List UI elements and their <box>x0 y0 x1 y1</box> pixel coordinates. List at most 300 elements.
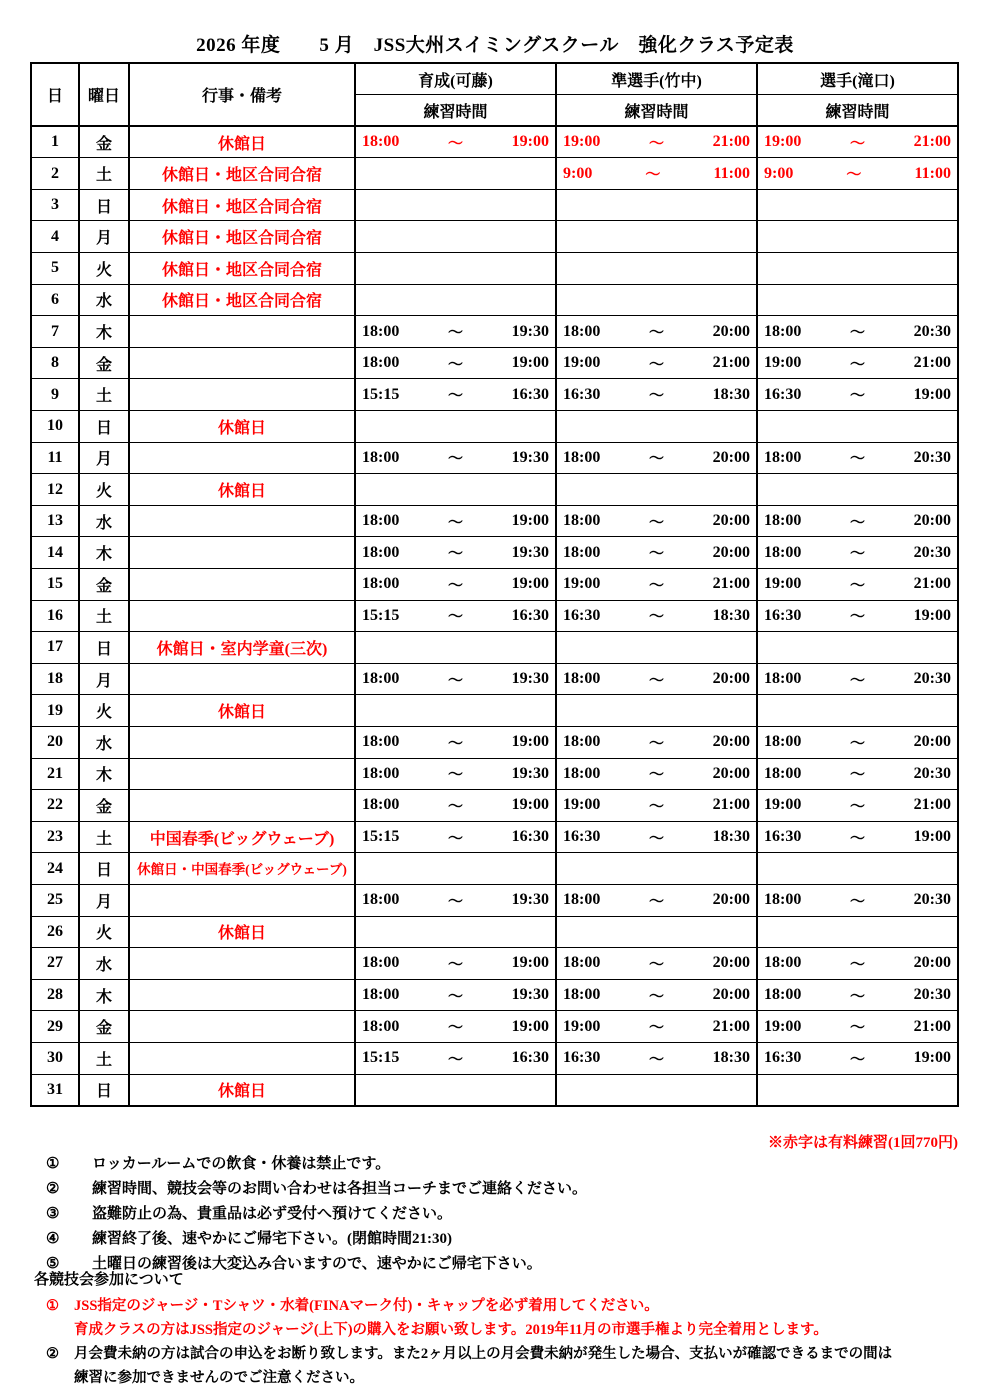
note-item <box>46 1177 946 1202</box>
time-range <box>356 511 555 532</box>
cell-weekday: 日 <box>79 632 129 664</box>
cell-practice-time-ikusei <box>355 474 556 506</box>
cell-event-note <box>129 569 355 601</box>
time-end: 20:30 <box>913 322 951 340</box>
note-number: ⑤ <box>46 1256 60 1272</box>
cell-day: 25 <box>31 884 79 916</box>
time-range <box>758 669 957 690</box>
table-row <box>31 790 958 822</box>
time-start: 18:00 <box>764 954 802 972</box>
cell-practice-time-senshu <box>757 663 958 695</box>
event-label: 中国春季(ビッグウェーブ) <box>149 830 335 848</box>
time-separator-icon: ～ <box>648 451 664 468</box>
cell-event-note <box>129 695 355 727</box>
time-range <box>356 574 555 595</box>
time-end: 21:00 <box>913 354 951 372</box>
cell-practice-time-ikusei <box>355 948 556 980</box>
table-row <box>31 253 958 285</box>
table-row <box>31 379 958 411</box>
time-start: 18:00 <box>764 891 802 909</box>
time-end: 20:00 <box>712 670 750 688</box>
time-range <box>758 953 957 974</box>
time-separator-icon: ～ <box>447 767 463 784</box>
cell-day: 26 <box>31 916 79 948</box>
time-range <box>356 732 555 753</box>
cell-practice-time-senshu <box>757 821 958 853</box>
cell-day: 5 <box>31 253 79 285</box>
time-start: 18:00 <box>764 322 802 340</box>
cell-practice-time-junsenshu <box>556 663 757 695</box>
cell-practice-time-ikusei <box>355 979 556 1011</box>
note-item <box>46 1227 946 1252</box>
time-start: 18:00 <box>362 575 400 593</box>
cell-weekday: 木 <box>79 537 129 569</box>
time-range <box>758 353 957 374</box>
cell-weekday: 日 <box>79 853 129 885</box>
time-end: 20:00 <box>712 322 750 340</box>
cell-weekday: 土 <box>79 379 129 411</box>
table-body <box>31 126 958 1105</box>
cell-practice-time-senshu <box>757 126 958 158</box>
cell-practice-time-junsenshu <box>556 411 757 443</box>
cell-event-note <box>129 821 355 853</box>
cell-weekday: 火 <box>79 695 129 727</box>
cell-practice-time-junsenshu <box>556 221 757 253</box>
event-label: 休館日 <box>217 1083 266 1101</box>
time-end: 19:30 <box>511 448 549 466</box>
cell-day: 10 <box>31 411 79 443</box>
time-start: 18:00 <box>764 512 802 530</box>
time-separator-icon: ～ <box>849 135 865 152</box>
time-range <box>758 574 957 595</box>
time-start: 18:00 <box>362 670 400 688</box>
cell-day: 30 <box>31 1042 79 1074</box>
time-separator-icon: ～ <box>849 956 865 973</box>
time-start: 18:00 <box>764 543 802 561</box>
time-start: 18:00 <box>563 733 601 751</box>
cell-practice-time-junsenshu <box>556 726 757 758</box>
table-row <box>31 411 958 443</box>
cell-day: 6 <box>31 284 79 316</box>
time-separator-icon: ～ <box>447 546 463 563</box>
cell-practice-time-junsenshu <box>556 126 757 158</box>
cell-weekday: 水 <box>79 726 129 758</box>
table-row <box>31 158 958 190</box>
time-separator-icon: ～ <box>849 514 865 531</box>
time-start: 19:00 <box>764 796 802 814</box>
time-range <box>356 1048 555 1069</box>
time-start: 18:00 <box>563 448 601 466</box>
time-start: 15:15 <box>362 385 400 403</box>
time-range <box>557 353 756 374</box>
cell-practice-time-ikusei <box>355 695 556 727</box>
competition-note-item <box>34 1294 964 1342</box>
cell-event-note <box>129 284 355 316</box>
time-end: 20:00 <box>913 512 951 530</box>
time-range <box>557 985 756 1006</box>
time-separator-icon: ～ <box>849 356 865 373</box>
time-end: 21:00 <box>712 133 750 151</box>
cell-practice-time-senshu <box>757 505 958 537</box>
time-end: 21:00 <box>913 575 951 593</box>
cell-practice-time-junsenshu <box>556 884 757 916</box>
time-separator-icon: ～ <box>648 988 664 1005</box>
table-row <box>31 126 958 158</box>
time-range <box>356 985 555 1006</box>
cell-practice-time-senshu <box>757 600 958 632</box>
cell-practice-time-senshu <box>757 1042 958 1074</box>
table-row <box>31 569 958 601</box>
table-row <box>31 1042 958 1074</box>
cell-practice-time-senshu <box>757 221 958 253</box>
cell-practice-time-senshu <box>757 442 958 474</box>
time-range <box>356 763 555 784</box>
time-range <box>557 132 756 153</box>
time-start: 18:00 <box>764 670 802 688</box>
table-row <box>31 853 958 885</box>
cell-day: 20 <box>31 726 79 758</box>
time-end: 18:30 <box>712 1049 750 1067</box>
event-label: 休館日・地区合同合宿 <box>161 230 322 248</box>
time-start: 18:00 <box>362 354 400 372</box>
competition-note-number: ① <box>46 1298 59 1314</box>
time-start: 18:00 <box>563 986 601 1004</box>
cell-practice-time-junsenshu <box>556 158 757 190</box>
cell-weekday: 土 <box>79 600 129 632</box>
cell-practice-time-junsenshu <box>556 758 757 790</box>
time-start: 15:15 <box>362 828 400 846</box>
time-range <box>758 763 957 784</box>
cell-weekday: 火 <box>79 253 129 285</box>
header-row-primary <box>31 63 958 95</box>
time-start: 18:00 <box>563 670 601 688</box>
time-end: 20:30 <box>913 986 951 1004</box>
time-range <box>356 605 555 626</box>
schedule-table-container <box>30 62 958 1107</box>
time-separator-icon: ～ <box>849 1020 865 1037</box>
cell-event-note <box>129 790 355 822</box>
cell-practice-time-junsenshu <box>556 474 757 506</box>
time-range <box>758 605 957 626</box>
cell-day: 13 <box>31 505 79 537</box>
cell-practice-time-junsenshu <box>556 505 757 537</box>
time-range <box>758 732 957 753</box>
cell-practice-time-ikusei <box>355 221 556 253</box>
time-separator-icon: ～ <box>846 167 862 184</box>
time-separator-icon: ～ <box>447 672 463 689</box>
cell-day: 19 <box>31 695 79 727</box>
time-separator-icon: ～ <box>447 577 463 594</box>
time-separator-icon: ～ <box>447 609 463 626</box>
time-end: 20:00 <box>712 733 750 751</box>
cell-day: 8 <box>31 347 79 379</box>
time-range <box>557 1016 756 1037</box>
competition-note-number: ② <box>46 1346 59 1362</box>
time-end: 21:00 <box>712 1017 750 1035</box>
cell-practice-time-ikusei <box>355 758 556 790</box>
cell-event-note <box>129 411 355 443</box>
time-range <box>356 890 555 911</box>
cell-practice-time-ikusei <box>355 316 556 348</box>
cell-day: 17 <box>31 632 79 664</box>
time-start: 19:00 <box>563 354 601 372</box>
cell-practice-time-ikusei <box>355 1042 556 1074</box>
cell-practice-time-junsenshu <box>556 821 757 853</box>
time-range <box>557 384 756 405</box>
time-separator-icon: ～ <box>447 388 463 405</box>
table-row <box>31 632 958 664</box>
cell-weekday: 水 <box>79 505 129 537</box>
time-end: 19:00 <box>913 606 951 624</box>
table-row <box>31 758 958 790</box>
cell-day: 21 <box>31 758 79 790</box>
time-range <box>758 163 957 184</box>
time-range <box>758 511 957 532</box>
time-range <box>758 447 957 468</box>
competition-note-line: 月会費未納の方は試合の申込をお断り致します。また2ヶ月以上の月会費未納が発生した場合、支払いが確認できるまでの間は <box>74 1346 893 1362</box>
time-start: 16:30 <box>764 828 802 846</box>
time-start: 19:00 <box>563 575 601 593</box>
cell-weekday: 月 <box>79 884 129 916</box>
time-separator-icon: ～ <box>447 735 463 752</box>
cell-weekday: 金 <box>79 790 129 822</box>
cell-weekday: 木 <box>79 316 129 348</box>
cell-practice-time-ikusei <box>355 537 556 569</box>
cell-event-note <box>129 474 355 506</box>
cell-event-note <box>129 726 355 758</box>
cell-event-note <box>129 505 355 537</box>
event-label: 休館日・室内学童(三次) <box>156 640 328 658</box>
cell-practice-time-junsenshu <box>556 537 757 569</box>
event-label: 休館日 <box>217 419 266 437</box>
column-subheader-practice-time-junsenshu: 練習時間 <box>556 95 757 127</box>
time-range <box>356 353 555 374</box>
competition-note-body <box>74 1342 964 1390</box>
time-end: 20:00 <box>913 733 951 751</box>
cell-event-note <box>129 442 355 474</box>
competition-note-line: 練習に参加できませんのでご注意ください。 <box>74 1370 364 1386</box>
note-text: ロッカールームでの飲食・休養は禁止です。 <box>92 1156 391 1172</box>
cell-event-note <box>129 221 355 253</box>
cell-practice-time-junsenshu <box>556 253 757 285</box>
table-row <box>31 821 958 853</box>
time-start: 19:00 <box>563 796 601 814</box>
time-start: 18:00 <box>362 133 400 151</box>
cell-practice-time-senshu <box>757 790 958 822</box>
time-separator-icon: ～ <box>648 767 664 784</box>
time-range <box>557 511 756 532</box>
time-separator-icon: ～ <box>648 1051 664 1068</box>
table-row <box>31 884 958 916</box>
cell-weekday: 火 <box>79 916 129 948</box>
time-range <box>758 132 957 153</box>
table-row <box>31 347 958 379</box>
time-range <box>557 542 756 563</box>
time-start: 16:30 <box>563 1049 601 1067</box>
column-subheader-practice-time-ikusei: 練習時間 <box>355 95 556 127</box>
time-range <box>758 542 957 563</box>
time-end: 18:30 <box>712 385 750 403</box>
cell-weekday: 月 <box>79 221 129 253</box>
time-separator-icon: ～ <box>849 451 865 468</box>
table-row <box>31 474 958 506</box>
note-item <box>46 1152 946 1177</box>
event-label: 休館日・地区合同合宿 <box>161 293 322 311</box>
time-separator-icon: ～ <box>648 356 664 373</box>
cell-practice-time-ikusei <box>355 632 556 664</box>
time-end: 20:30 <box>913 448 951 466</box>
time-range <box>758 827 957 848</box>
time-end: 16:30 <box>511 1049 549 1067</box>
cell-event-note <box>129 347 355 379</box>
cell-event-note <box>129 158 355 190</box>
cell-practice-time-senshu <box>757 379 958 411</box>
cell-event-note <box>129 884 355 916</box>
note-text: 盗難防止の為、貴重品は必ず受付へ預けてください。 <box>92 1206 453 1222</box>
time-range <box>758 1048 957 1069</box>
time-separator-icon: ～ <box>849 1051 865 1068</box>
cell-weekday: 土 <box>79 158 129 190</box>
time-end: 20:30 <box>913 670 951 688</box>
note-number: ④ <box>46 1231 60 1247</box>
time-end: 19:30 <box>511 543 549 561</box>
table-header <box>31 63 958 126</box>
time-end: 11:00 <box>713 164 750 182</box>
cell-practice-time-senshu <box>757 347 958 379</box>
cell-practice-time-ikusei <box>355 726 556 758</box>
cell-day: 22 <box>31 790 79 822</box>
cell-weekday: 日 <box>79 411 129 443</box>
event-label: 休館日・中国春季(ビッグウェーブ) <box>137 862 347 878</box>
time-end: 20:00 <box>712 986 750 1004</box>
cell-practice-time-ikusei <box>355 126 556 158</box>
cell-event-note <box>129 189 355 221</box>
cell-day: 3 <box>31 189 79 221</box>
time-start: 18:00 <box>362 543 400 561</box>
time-start: 16:30 <box>563 385 601 403</box>
time-start: 18:00 <box>362 764 400 782</box>
cell-weekday: 月 <box>79 442 129 474</box>
cell-event-note <box>129 916 355 948</box>
cell-practice-time-junsenshu <box>556 632 757 664</box>
time-separator-icon: ～ <box>447 988 463 1005</box>
cell-practice-time-ikusei <box>355 253 556 285</box>
time-start: 16:30 <box>764 1049 802 1067</box>
cell-event-note <box>129 316 355 348</box>
time-start: 18:00 <box>563 543 601 561</box>
competition-heading: 各競技会参加について <box>34 1272 184 1288</box>
time-range <box>356 1016 555 1037</box>
competition-note-body <box>74 1294 964 1342</box>
time-range <box>557 669 756 690</box>
time-separator-icon: ～ <box>648 830 664 847</box>
cell-event-note <box>129 253 355 285</box>
time-end: 18:30 <box>712 828 750 846</box>
time-separator-icon: ～ <box>447 135 463 152</box>
table-row <box>31 189 958 221</box>
time-separator-icon: ～ <box>447 451 463 468</box>
time-separator-icon: ～ <box>447 514 463 531</box>
cell-day: 2 <box>31 158 79 190</box>
cell-event-note <box>129 663 355 695</box>
cell-weekday: 金 <box>79 569 129 601</box>
time-end: 19:30 <box>511 891 549 909</box>
time-start: 19:00 <box>764 575 802 593</box>
note-item <box>46 1202 946 1227</box>
cell-practice-time-junsenshu <box>556 600 757 632</box>
cell-practice-time-junsenshu <box>556 189 757 221</box>
time-separator-icon: ～ <box>849 325 865 342</box>
time-end: 19:00 <box>913 828 951 846</box>
cell-weekday: 日 <box>79 189 129 221</box>
cell-weekday: 土 <box>79 821 129 853</box>
cell-event-note <box>129 853 355 885</box>
time-separator-icon: ～ <box>447 893 463 910</box>
time-start: 18:00 <box>362 986 400 1004</box>
time-end: 21:00 <box>913 1017 951 1035</box>
cell-practice-time-junsenshu <box>556 569 757 601</box>
time-separator-icon: ～ <box>849 735 865 752</box>
cell-event-note <box>129 126 355 158</box>
cell-event-note <box>129 758 355 790</box>
time-end: 18:30 <box>712 606 750 624</box>
cell-practice-time-ikusei <box>355 1074 556 1106</box>
time-end: 20:00 <box>712 954 750 972</box>
cell-weekday: 木 <box>79 979 129 1011</box>
cell-weekday: 木 <box>79 758 129 790</box>
time-range <box>758 321 957 342</box>
time-separator-icon: ～ <box>849 609 865 626</box>
time-separator-icon: ～ <box>648 735 664 752</box>
time-range <box>557 605 756 626</box>
time-end: 19:00 <box>511 1017 549 1035</box>
time-end: 20:30 <box>913 543 951 561</box>
note-text: 練習終了後、速やかにご帰宅下さい。(閉館時間21:30) <box>92 1231 452 1247</box>
cell-event-note <box>129 600 355 632</box>
time-end: 19:30 <box>511 670 549 688</box>
time-end: 21:00 <box>913 133 951 151</box>
time-end: 19:00 <box>913 1049 951 1067</box>
time-end: 19:00 <box>511 733 549 751</box>
time-end: 19:00 <box>913 385 951 403</box>
competition-note-line: 育成クラスの方はJSS指定のジャージ(上下)の購入をお願い致します。2019年11月の市選手権より完全着用とします。 <box>74 1322 828 1338</box>
cell-day: 4 <box>31 221 79 253</box>
time-separator-icon: ～ <box>447 798 463 815</box>
cell-practice-time-junsenshu <box>556 979 757 1011</box>
note-number: ③ <box>46 1206 60 1222</box>
column-subheader-practice-time-senshu: 練習時間 <box>757 95 958 127</box>
cell-practice-time-junsenshu <box>556 790 757 822</box>
time-range <box>356 321 555 342</box>
cell-practice-time-ikusei <box>355 347 556 379</box>
column-header-event: 行事・備考 <box>129 63 355 126</box>
time-start: 18:00 <box>563 891 601 909</box>
event-label: 休館日・地区合同合宿 <box>161 167 322 185</box>
cell-weekday: 土 <box>79 1042 129 1074</box>
time-end: 21:00 <box>712 354 750 372</box>
table-row <box>31 284 958 316</box>
time-start: 18:00 <box>563 954 601 972</box>
cell-practice-time-ikusei <box>355 790 556 822</box>
event-label: 休館日 <box>217 483 266 501</box>
cell-practice-time-ikusei <box>355 821 556 853</box>
event-label: 休館日 <box>217 135 266 153</box>
note-text: 土曜日の練習後は大変込み合いますので、速やかにご帰宅下さい。 <box>92 1256 542 1272</box>
time-start: 18:00 <box>764 986 802 1004</box>
time-separator-icon: ～ <box>447 956 463 973</box>
time-separator-icon: ～ <box>648 956 664 973</box>
time-range <box>356 795 555 816</box>
